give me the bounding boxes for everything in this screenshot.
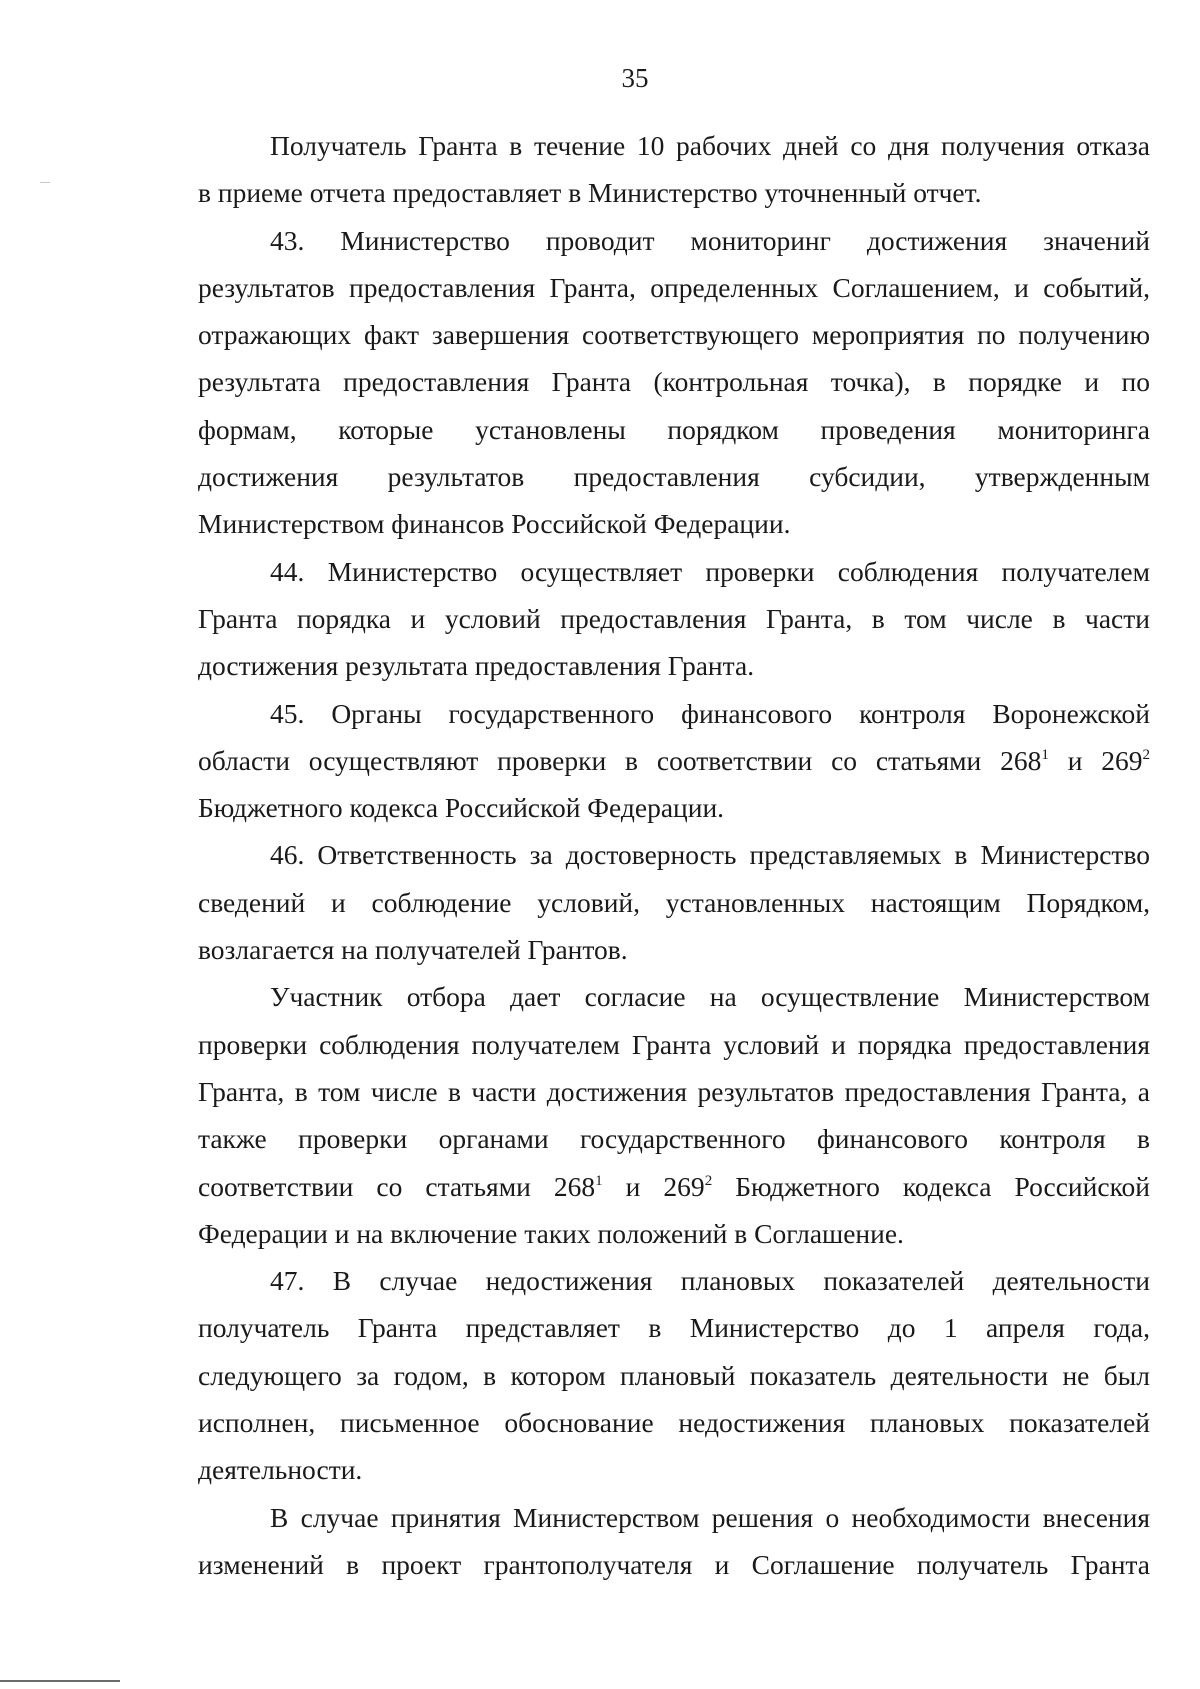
text-line: результата предоставления Гранта (контрольная точка), в порядке и по bbox=[198, 366, 1150, 398]
superscript: 1 bbox=[595, 1172, 603, 1189]
text-fragment: соответствии со статьями 268 bbox=[198, 1170, 596, 1202]
text-line: 46. Ответственность за достоверность представляемых в Министерство bbox=[270, 839, 1150, 871]
scan-edge-mark bbox=[0, 1680, 120, 1682]
text-line: Гранта порядка и условий предоставления Гранта, в том числе в части bbox=[198, 602, 1150, 634]
text-line: 43. Министерство проводит мониторинг достижения значений bbox=[270, 224, 1150, 256]
text-line: в приеме отчета предоставляет в Министерство уточненный отчет. bbox=[198, 177, 982, 209]
text-line: достижения результата предоставления Гранта. bbox=[198, 650, 755, 682]
paragraph-recipient-revised-report bbox=[198, 122, 1150, 217]
text-line: Гранта, в том числе в части достижения результатов предоставления Гранта, а bbox=[198, 1075, 1150, 1107]
text-line: изменений в проект грантополучателя и Соглашение получатель Гранта bbox=[198, 1548, 1150, 1580]
document-body bbox=[198, 122, 1150, 1588]
superscript: 1 bbox=[1041, 746, 1049, 763]
scan-mark bbox=[40, 182, 50, 183]
text-fragment: и 269 bbox=[1048, 744, 1143, 776]
paragraph-46 bbox=[198, 831, 1150, 973]
text-line: Бюджетного кодекса Российской Федерации. bbox=[198, 792, 725, 824]
text-line: формам, которые установлены порядком проведения мониторинга bbox=[198, 413, 1150, 445]
text-line: 45. Органы государственного финансового контроля Воронежской bbox=[270, 697, 1150, 729]
text-line: также проверки органами государственного финансового контроля в bbox=[198, 1123, 1150, 1155]
text-line: исполнен, письменное обоснование недостижения плановых показателей bbox=[198, 1407, 1150, 1439]
page-number: 35 bbox=[621, 63, 649, 93]
paragraph-participant-consent bbox=[198, 973, 1150, 1257]
text-line: возлагается на получателей Грантов. bbox=[198, 934, 628, 966]
paragraph-project-changes bbox=[198, 1494, 1150, 1589]
text-fragment: и 269 bbox=[602, 1170, 705, 1202]
superscript: 2 bbox=[704, 1172, 713, 1189]
text-line-with-superscripts bbox=[198, 737, 1150, 784]
text-line: сведений и соблюдение условий, установленных настоящим Порядком, bbox=[198, 886, 1150, 918]
paragraph-44 bbox=[198, 548, 1150, 690]
text-line: Участник отбора дает согласие на осуществление Министерством bbox=[270, 981, 1150, 1013]
text-line: Министерством финансов Российской Федерации. bbox=[198, 508, 791, 540]
text-line: результатов предоставления Гранта, определенных Соглашением, и событий, bbox=[198, 271, 1150, 303]
text-fragment: Бюджетного кодекса Российской bbox=[712, 1170, 1150, 1202]
text-line-with-superscripts bbox=[198, 1163, 1150, 1210]
paragraph-43 bbox=[198, 217, 1150, 548]
text-line: достижения результатов предоставления субсидии, утвержденным bbox=[198, 461, 1150, 493]
text-line: Федерации и на включение таких положений в Соглашение. bbox=[198, 1217, 904, 1249]
text-line: получатель Гранта представляет в Министерство до 1 апреля года, bbox=[198, 1312, 1150, 1344]
text-line: 47. В случае недостижения плановых показателей деятельности bbox=[270, 1265, 1150, 1297]
superscript: 2 bbox=[1142, 746, 1151, 763]
paragraph-45 bbox=[198, 690, 1150, 832]
text-line: В случае принятия Министерством решения о необходимости внесения bbox=[270, 1501, 1150, 1533]
text-fragment: области осуществляют проверки в соответствии со статьями 268 bbox=[198, 744, 1042, 776]
text-line: 44. Министерство осуществляет проверки соблюдения получателем bbox=[270, 555, 1150, 587]
text-line: следующего за годом, в котором плановый показатель деятельности не был bbox=[198, 1359, 1150, 1391]
text-line: деятельности. bbox=[198, 1454, 363, 1486]
text-line: отражающих факт завершения соответствующего мероприятия по получению bbox=[198, 319, 1150, 351]
text-line: проверки соблюдения получателем Гранта условий и порядка предоставления bbox=[198, 1028, 1150, 1060]
text-line: Получатель Гранта в течение 10 рабочих дней со дня получения отказа bbox=[270, 130, 1150, 161]
paragraph-47 bbox=[198, 1257, 1150, 1493]
